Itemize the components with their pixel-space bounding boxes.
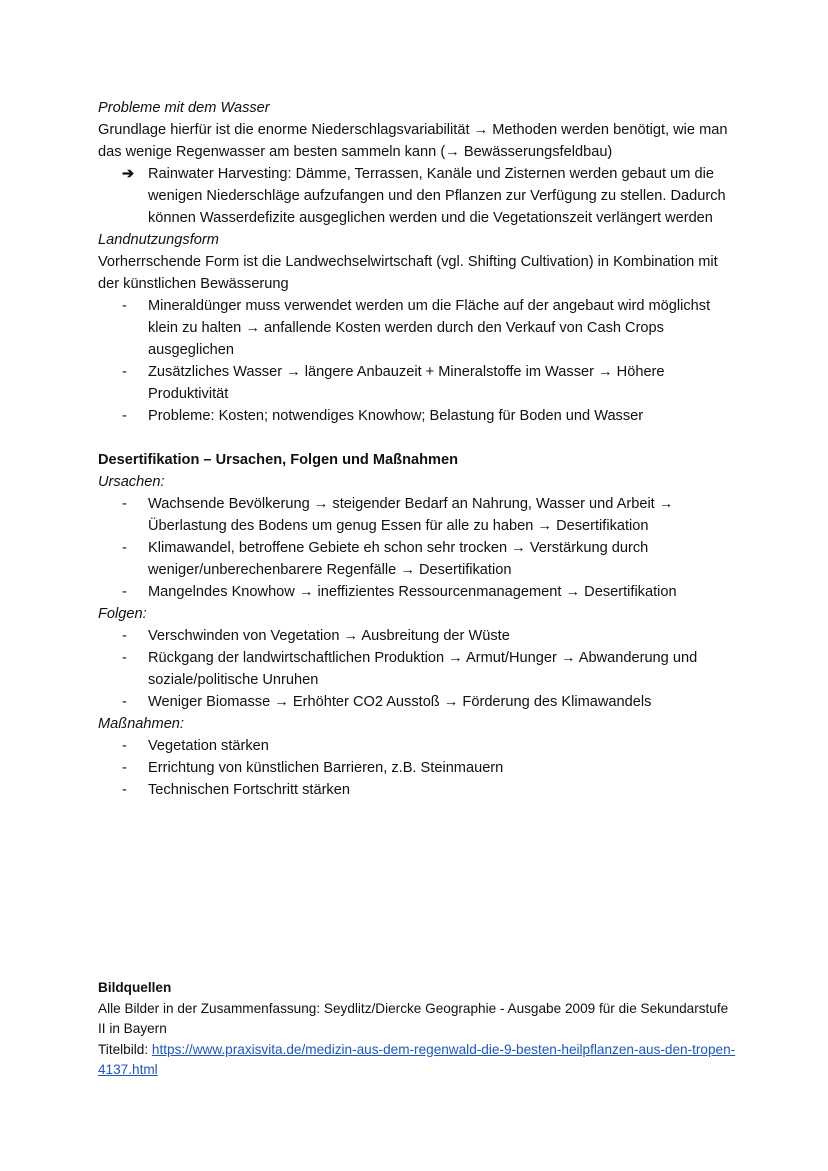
sources-text: Alle Bilder in der Zusammenfassung: Seydlitz/Diercke Geographie - Ausgabe 2009 für die Sekundarstufe II in Bayern [98, 1000, 729, 1036]
title-image-source: Titelbild: https://www.praxisvita.de/medizin-aus-dem-regenwald-die-9-besten-heilpflanzen-aus-den-tropen-4137.html [98, 1041, 736, 1077]
effects-label: Folgen: [98, 606, 147, 622]
list-item: - Mineraldünger muss verwendet werden um die Fläche auf der angebaut wird möglichst klein zu halten → anfallende Kosten werden durch den Verkauf von Cash Crops ausgeglichen [122, 298, 711, 358]
document-body [98, 97, 738, 801]
paragraph-land-use: Vorherrschende Form ist die Landwechselwirtschaft (vgl. Shifting Cultivation) in Kombination mit der künstlichen Bewässerung [98, 254, 718, 292]
arrow-list [98, 163, 738, 229]
list-item: - Weniger Biomasse → Erhöhter CO2 Ausstoß → Förderung des Klimawandels [122, 694, 652, 710]
list-item: - Wachsende Bevölkerung → steigender Bedarf an Nahrung, Wasser und Arbeit → Überlastung des Bodens um genug Essen für alle zu haben → Desertifikation [122, 496, 674, 534]
measures-list [98, 735, 738, 801]
list-item: - Probleme: Kosten; notwendiges Knowhow; Belastung für Boden und Wasser [122, 408, 644, 424]
list-item: ➔ Rainwater Harvesting: Dämme, Terrassen, Kanäle und Zisternen werden gebaut um die wenigen Niederschläge aufzufangen und den Pflanzen zur Verfügung zu stellen. Dadurch können Wasserdefizite ausgeglichen werden und die Vegetationszeit verlängert werden [98, 163, 738, 229]
image-sources [98, 978, 738, 1081]
sources-heading: Bildquellen [98, 980, 172, 995]
paragraph-water-problems: Grundlage hierfür ist die enorme Niederschlagsvariabilität → Methoden werden benötigt, wie man das wenige Regenwasser am besten sammeln kann (→ Bewässerungsfeldbau) [98, 122, 728, 160]
measures-label: Maßnahmen: [98, 716, 184, 732]
list-item: - Technischen Fortschritt stärken [122, 782, 350, 798]
list-item: - Errichtung von künstlichen Barrieren, z.B. Steinmauern [122, 760, 504, 776]
spacer [98, 427, 738, 449]
section-title-desertification: Desertifikation – Ursachen, Folgen und Maßnahmen [98, 452, 459, 468]
section-heading-land-use: Landnutzungsform [98, 232, 219, 248]
effects-list [98, 625, 738, 713]
land-use-list [98, 295, 738, 427]
list-item: - Mangelndes Knowhow → ineffizientes Ressourcenmanagement → Desertifikation [122, 584, 677, 600]
list-item: - Zusätzliches Wasser → längere Anbauzeit + Mineralstoffe im Wasser → Höhere Produktivität [122, 364, 665, 402]
title-image-link[interactable]: https://www.praxisvita.de/medizin-aus-dem-regenwald-die-9-besten-heilpflanzen-aus-den-tropen-4137.html [98, 1041, 736, 1077]
list-item: - Verschwinden von Vegetation → Ausbreitung der Wüste [122, 628, 510, 644]
causes-list [98, 493, 738, 603]
list-item: - Klimawandel, betroffene Gebiete eh schon sehr trocken → Verstärkung durch weniger/unberechenbarere Regenfälle → Desertifikation [122, 540, 649, 578]
arrow-icon: ➔ [122, 166, 135, 182]
section-heading-water-problems: Probleme mit dem Wasser [98, 100, 270, 116]
causes-label: Ursachen: [98, 474, 165, 490]
list-item: - Vegetation stärken [122, 738, 269, 754]
list-item: - Rückgang der landwirtschaftlichen Produktion → Armut/Hunger → Abwanderung und soziale/politische Unruhen [122, 650, 698, 688]
